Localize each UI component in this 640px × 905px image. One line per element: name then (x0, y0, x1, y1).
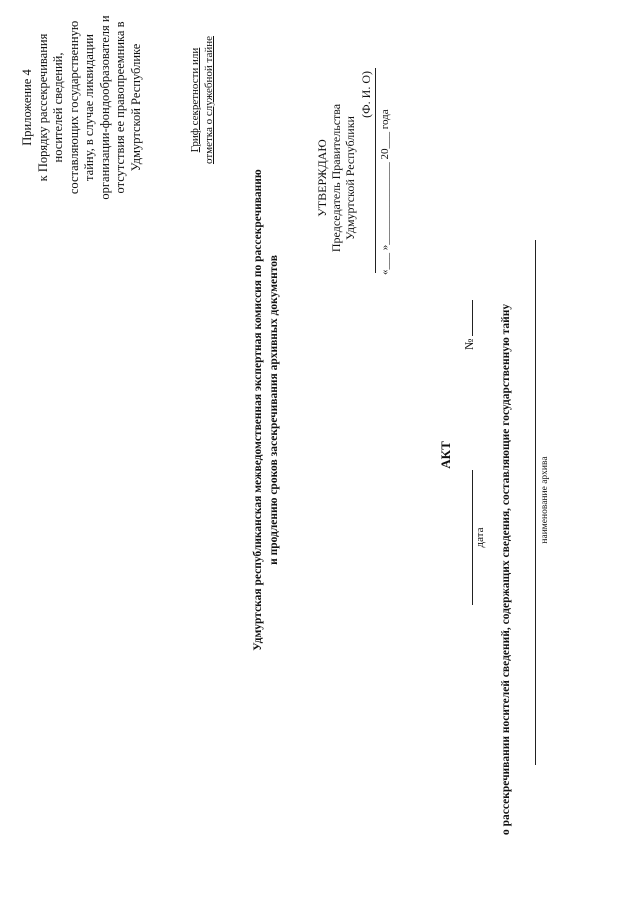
act-date-field (472, 470, 486, 605)
appendix-line: составляющих государственную (66, 20, 81, 195)
secrecy-stamp-block (188, 35, 216, 165)
date-blank-line (472, 470, 473, 605)
approval-position: Председатель Правительства (329, 103, 343, 253)
secrecy-stamp-line: Гриф секретности или (189, 47, 201, 153)
commission-line: и продлению сроков засекречивания архивных документов (268, 255, 280, 565)
approval-position: Удмуртской Республики (343, 116, 357, 240)
appendix-line: тайну, в случае ликвидации (82, 34, 96, 181)
secrecy-stamp-line: отметка о служебной тайне (203, 35, 215, 165)
date-label: дата (474, 527, 486, 548)
act-subject: о рассекречивании носителей сведений, содержащих сведения, составляющие государственную тайну (500, 303, 512, 835)
appendix-line: отсутствия ее правопреемника в (113, 21, 127, 194)
archive-name-label: наименование архива (540, 456, 550, 544)
appendix-line: организации-фондообразователя и (97, 15, 112, 200)
archive-name-line (535, 240, 536, 765)
act-number-field (462, 260, 477, 350)
appendix-line: Удмуртской Республике (128, 43, 143, 172)
appendix-block (20, 10, 144, 205)
appendix-line: носителей сведений, (51, 52, 65, 163)
number-blank-line (462, 300, 473, 336)
approval-block (315, 63, 392, 293)
appendix-line: Приложение 4 (20, 69, 34, 146)
approval-title: УТВЕРЖДАЮ (315, 139, 329, 217)
approval-fio: (Ф. И. О) (359, 71, 373, 118)
commission-heading (250, 0, 282, 835)
number-sign: № (462, 338, 476, 350)
commission-line: Удмуртская республиканская межведомственная экспертная комиссия по рассекречиванию (252, 169, 264, 651)
appendix-line: к Порядку рассекречивания (35, 33, 50, 182)
approval-date: «___ »_______________ 20___ года (379, 109, 391, 275)
approval-signature-line (375, 68, 376, 273)
act-title: АКТ (438, 441, 453, 469)
